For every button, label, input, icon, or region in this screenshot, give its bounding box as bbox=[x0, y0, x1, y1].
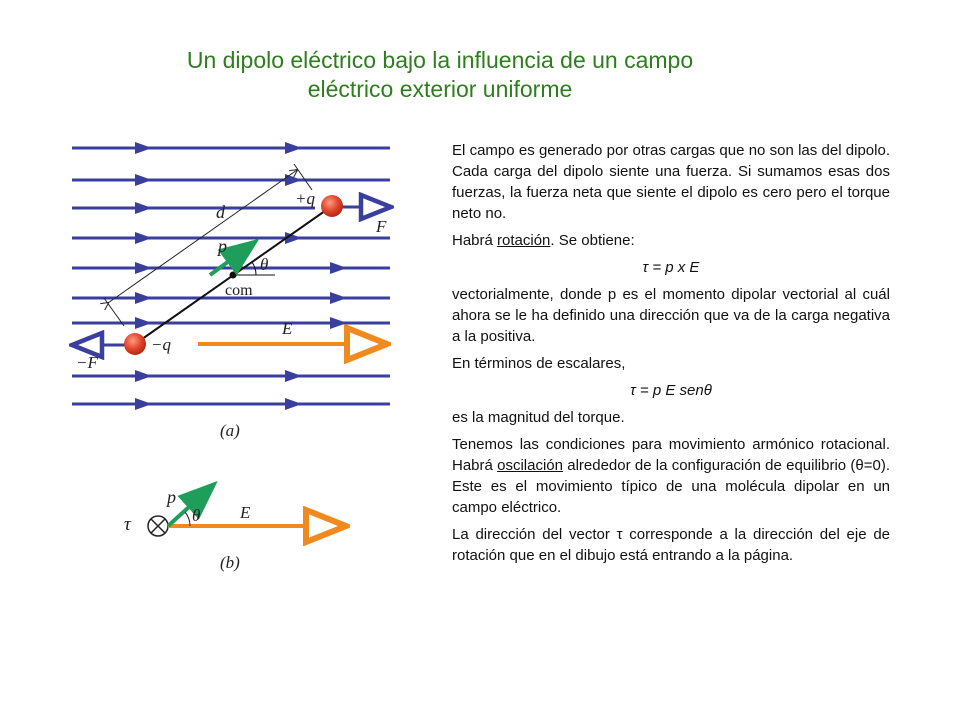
label-plus-q: +q bbox=[295, 189, 315, 208]
link-oscilacion: oscilación bbox=[497, 457, 563, 474]
paragraph-4: En términos de escalares, bbox=[452, 355, 626, 372]
label-minus-q: −q bbox=[151, 335, 171, 354]
caption-a: (a) bbox=[220, 421, 240, 440]
paragraph-1: El campo es generado por otras cargas que no son las del dipolo. Cada carga del dipolo siente una fuerza. Si sumamos esas dos fuerzas, la fuerza neta que siente el dipolo es cero pero el torque neto no. bbox=[452, 142, 890, 222]
paragraph-7: La dirección del vector τ corresponde a la dirección del eje de rotación que en el dibujo está entrando a la página. bbox=[452, 526, 890, 564]
label-theta-b: θ bbox=[192, 506, 201, 525]
slide-title bbox=[100, 46, 780, 104]
caption-b: (b) bbox=[220, 553, 240, 572]
dipole-figure bbox=[40, 118, 410, 588]
label-E: E bbox=[282, 319, 293, 338]
label-p-b: p bbox=[167, 487, 176, 507]
link-rotacion: rotación bbox=[497, 232, 551, 249]
dipole-moment-arrow bbox=[210, 253, 240, 275]
equation-vector: τ = p x E bbox=[642, 259, 700, 276]
label-com: com bbox=[225, 282, 253, 299]
explanation-text bbox=[452, 140, 890, 572]
label-p: p bbox=[218, 236, 227, 256]
positive-charge bbox=[321, 195, 343, 217]
label-F: F bbox=[376, 217, 387, 236]
paragraph-2: Habrá rotación. Se obtiene: bbox=[452, 232, 635, 249]
paragraph-6: Tenemos las condiciones para movimiento armónico rotacional. Habrá oscilación alrededor de la configuración de equilibrio (θ=0). Este es el movimiento típico de una molécula dipolar en un campo eléctrico. bbox=[452, 436, 890, 516]
title-line-1: Un dipolo eléctrico bajo la influencia de un campo bbox=[186, 47, 694, 73]
paragraph-5: es la magnitud del torque. bbox=[452, 409, 625, 426]
label-E-b: E bbox=[240, 503, 251, 522]
label-d: d bbox=[216, 202, 225, 222]
paragraph-3: vectorialmente, donde p es el momento dipolar vectorial al cuál ahora se le ha definido una dirección que va de la carga negativa a la positiva. bbox=[452, 286, 890, 345]
label-tau-b: τ bbox=[124, 514, 131, 535]
equation-scalar: τ = p E senθ bbox=[630, 382, 712, 399]
negative-charge bbox=[124, 333, 146, 355]
label-theta: θ bbox=[260, 255, 269, 274]
label-neg-F: −F bbox=[76, 353, 98, 372]
center-of-mass bbox=[230, 272, 237, 279]
title-line-2: eléctrico exterior uniforme bbox=[307, 76, 573, 102]
